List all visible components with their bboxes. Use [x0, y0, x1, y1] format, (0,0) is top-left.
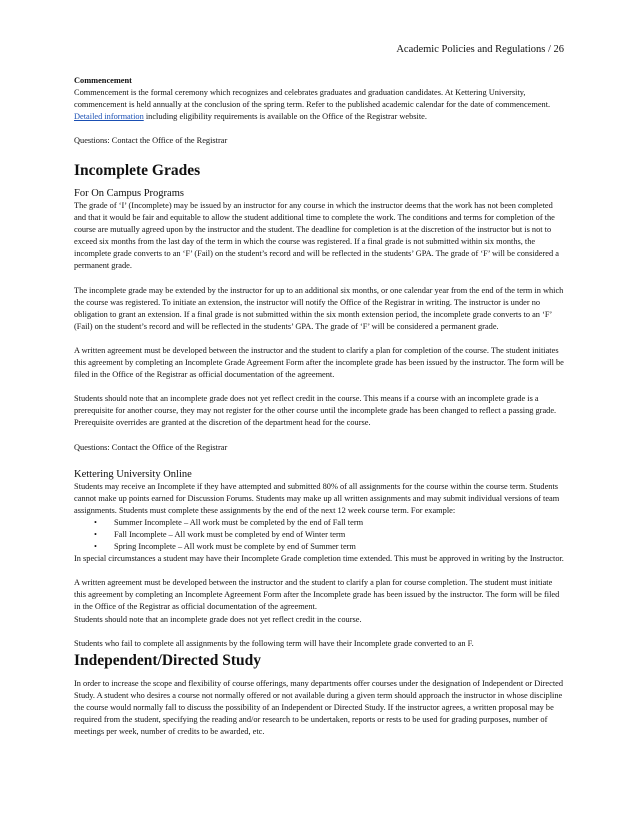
commencement-text: Commencement is the formal ceremony which recognizes and celebrates graduates and graduation candidates. At Kettering University, commencement is held annually at the conclusion of the spring term. Refer to the published academic calendar for the date of commencement. [74, 88, 551, 110]
online-heading: Kettering University Online [74, 468, 192, 480]
independent-study-section [74, 652, 564, 738]
list-item-text: Fall Incomplete – All work must be completed by end of Winter term [114, 529, 346, 539]
page-header: Academic Policies and Regulations / 26 [396, 44, 564, 55]
incomplete-paragraph-2: The incomplete grade may be extended by the instructor for up to an additional six months, or one calendar year from the end of the term in which the course was registered. To initiate an extension, the instructor will notify the Office of the Registrar in writing. The instructor is under no obligation to grant an extension. If a final grade is not submitted within the six month extension period, the incomplete grade converts to an ‘F’ (Fail) on the student’s record and will be reflected in the students’ GPA. The grade of ‘F’ will be considered a permanent grade. [74, 285, 564, 331]
incomplete-paragraph-3: A written agreement must be developed between the instructor and the student to clarify a plan for completion of the course. The student initiates this agreement by completing an Incomplete Grade Agreement Form after the incomplete grade has been issued by the instructor. The form will be filed in the Office of the Registrar as official documentation of the agreement. [74, 345, 564, 380]
independent-study-paragraph: In order to increase the scope and flexibility of course offerings, many departments offer courses under the designation of Independent or Directed Study. A student who desires a course not normally offered or not available during a given term should approach the instructor in whose discipline the course would normally fall to discuss the possibility of an Independent or Directed Study. If the instructor agrees, a written proposal may be required from the student, specifying the reading and/or research to be undertaken, reports or rests to be used for grading purposes, number of meetings per week, number of credits to be awarded, etc. [74, 679, 564, 737]
independent-study-heading: Independent/Directed Study [74, 652, 262, 669]
list-item [74, 517, 564, 529]
commencement-section [74, 75, 564, 147]
incomplete-questions: Questions: Contact the Office of the Registrar [74, 442, 228, 452]
detailed-information-link[interactable]: Detailed information [74, 112, 144, 122]
incomplete-heading: Incomplete Grades [74, 162, 201, 179]
bullet-icon: • [94, 542, 97, 552]
list-item-text: Summer Incomplete – All work must be completed by the end of Fall term [114, 517, 364, 527]
bullet-icon: • [94, 529, 97, 539]
list-item [74, 541, 564, 553]
incomplete-paragraph-1: The grade of ‘I’ (Incomplete) may be issued by an instructor for any course in which the instructor deems that the work has not been completed and that it would be fair and equitable to allow the student additional time to complete the work. The conditions and terms for completion of the course are mutually agreed upon by the instructor and the student. The deadline for completion is at the discretion of the instructor but is not to exceed six months from the last day of the term in which the course was registered. If a final grade is not submitted within six months, the incomplete grade converts to an ‘F’ (Fail) on the student’s record and will be reflected in the students’ GPA. The grade of ‘F’ will be considered a permanent grade. [74, 201, 559, 271]
online-paragraph-1: Students may receive an Incomplete if they have attempted and submitted 80% of all assignments for the course within the course term. Students cannot make up points earned for Discussion Forums. Students may make up all written assignments and may submit individual versions of team assignments. Students must complete these assignments by the end of the next 12 week course term. For example: [74, 481, 560, 515]
commencement-heading: Commencement [74, 76, 132, 85]
online-paragraph-2: In special circumstances a student may have their Incomplete Grade completion time extended. This must be approved in writing by the Instructor. [74, 554, 564, 564]
incomplete-term-list [74, 517, 564, 553]
online-paragraph-3: A written agreement must be developed between the instructor and the student to clarify a plan for course completion. The student must initiate this agreement by completing an Incomplete Agreement Form after the Incomplete grade has been issued by the instructor. The form will be filed in the Office of the Registrar as official documentation of the agreement. [74, 578, 560, 612]
online-paragraph-4: Students should note that an incomplete grade does not yet reflect credit in the course. [74, 614, 362, 624]
on-campus-heading: For On Campus Programs [74, 188, 184, 199]
list-item [74, 529, 564, 541]
incomplete-section [74, 162, 564, 650]
incomplete-paragraph-4: Students should note that an incomplete grade does not yet reflect credit in the course. This means if a course with an incomplete grade is a prerequisite for another course, they may not register for the other course until the incomplete grade has been changed to reflect a passing grade. Prerequisite overrides are granted at the discretion of the department head for the course. [74, 394, 557, 428]
online-paragraph-5: Students who fail to complete all assignments by the following term will have their Incomplete grade converted to an F. [74, 638, 474, 648]
list-item-text: Spring Incomplete – All work must be complete by end of Summer term [114, 542, 356, 552]
commencement-text-tail: including eligibility requirements is available on the Office of the Registrar website. [143, 112, 427, 122]
commencement-questions: Questions: Contact the Office of the Registrar [74, 136, 228, 146]
bullet-icon: • [94, 517, 97, 527]
commencement-paragraph [74, 87, 564, 123]
